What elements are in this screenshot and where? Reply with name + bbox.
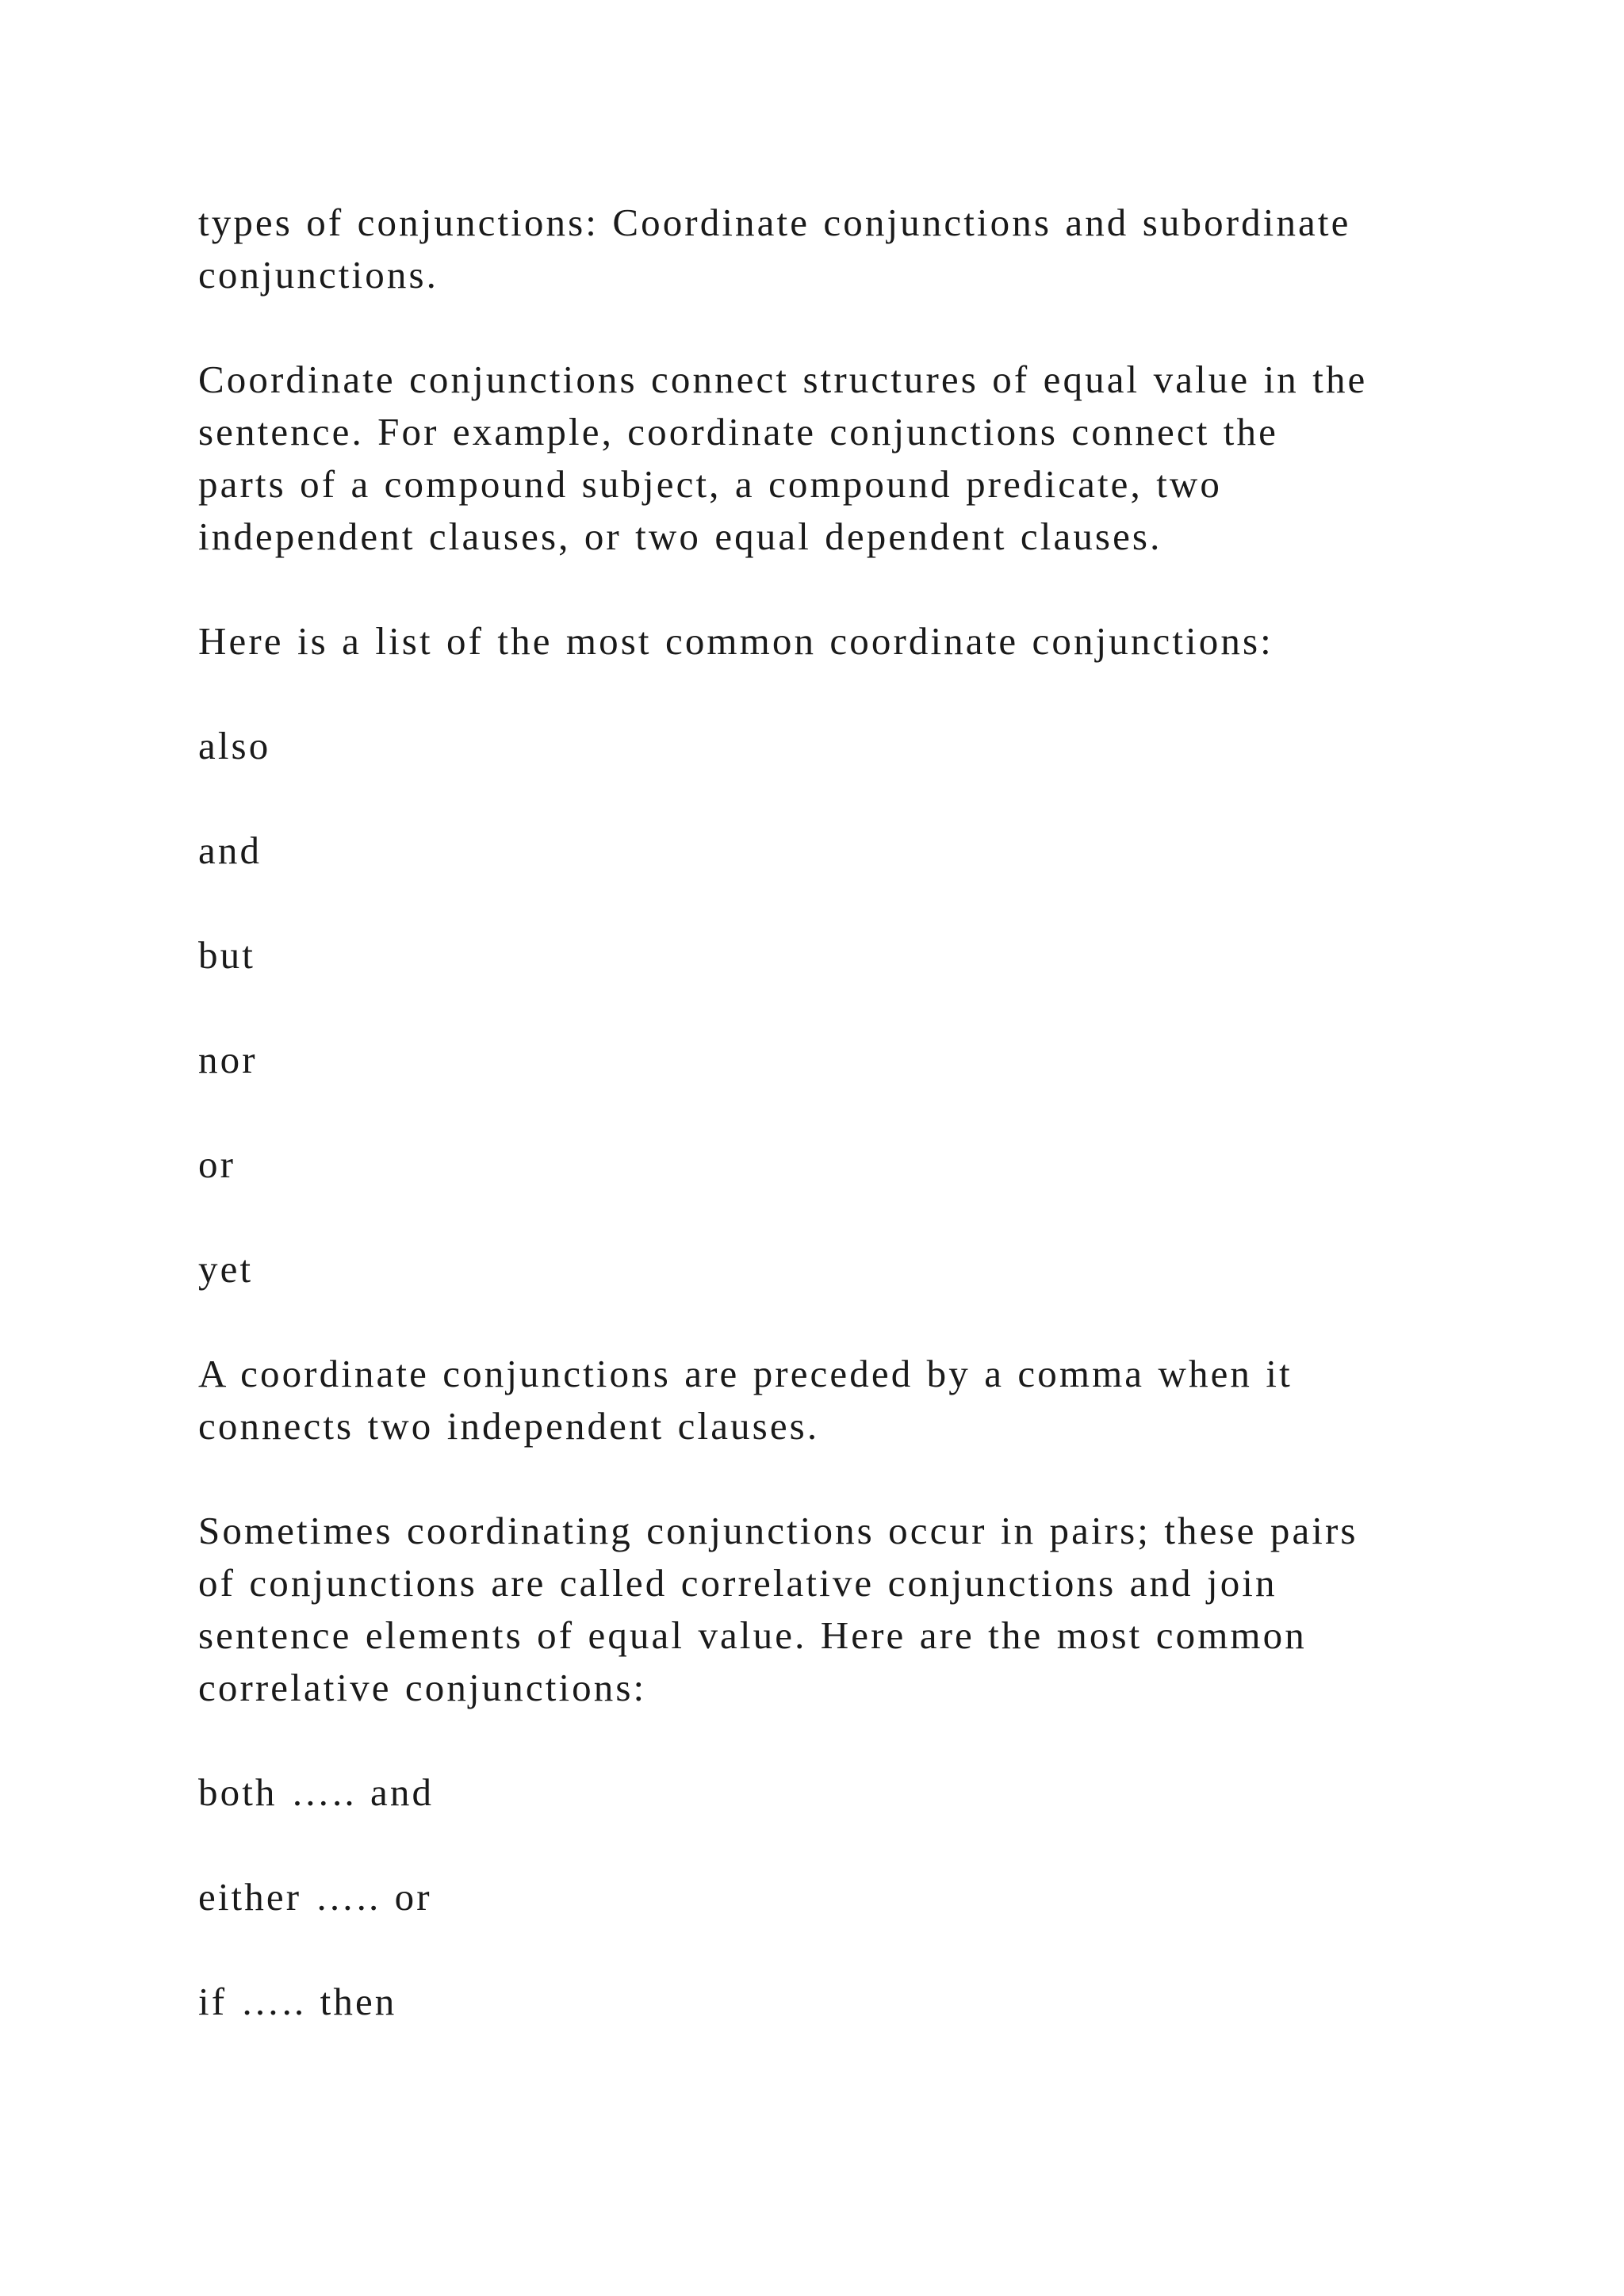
list-item: also xyxy=(198,724,271,767)
list-item: yet xyxy=(198,1247,254,1291)
list-item: both ….. and xyxy=(198,1770,435,1814)
list-intro-paragraph: Here is a list of the most common coordinate conjunctions: xyxy=(198,619,1274,663)
document-page xyxy=(198,197,1483,2028)
list-item: but xyxy=(198,933,255,977)
list-item: if ….. then xyxy=(198,1980,397,2023)
correlative-intro-paragraph: Sometimes coordinating conjunctions occur in pairs; these pairs of conjunctions are called correlative conjunctions and join sentence elements of equal value. Here are the most common correlative conjunctions: xyxy=(198,1509,1358,1709)
coordinate-conjunction-list xyxy=(198,720,1483,1295)
list-item: nor xyxy=(198,1038,258,1081)
intro-paragraph: types of conjunctions: Coordinate conjunctions and subordinate conjunctions. xyxy=(198,201,1351,297)
list-item: or xyxy=(198,1142,236,1186)
correlative-conjunction-list xyxy=(198,1766,1483,2028)
list-item: either ….. or xyxy=(198,1875,432,1919)
comma-rule-paragraph: A coordinate conjunctions are preceded by a comma when it connects two independent clauses. xyxy=(198,1352,1293,1448)
list-item: and xyxy=(198,828,262,872)
coordinate-definition-paragraph: Coordinate conjunctions connect structures of equal value in the sentence. For example, coordinate conjunctions connect the parts of a compound subject, a compound predicate, two independent clauses, or two equal dependent clauses. xyxy=(198,358,1368,558)
